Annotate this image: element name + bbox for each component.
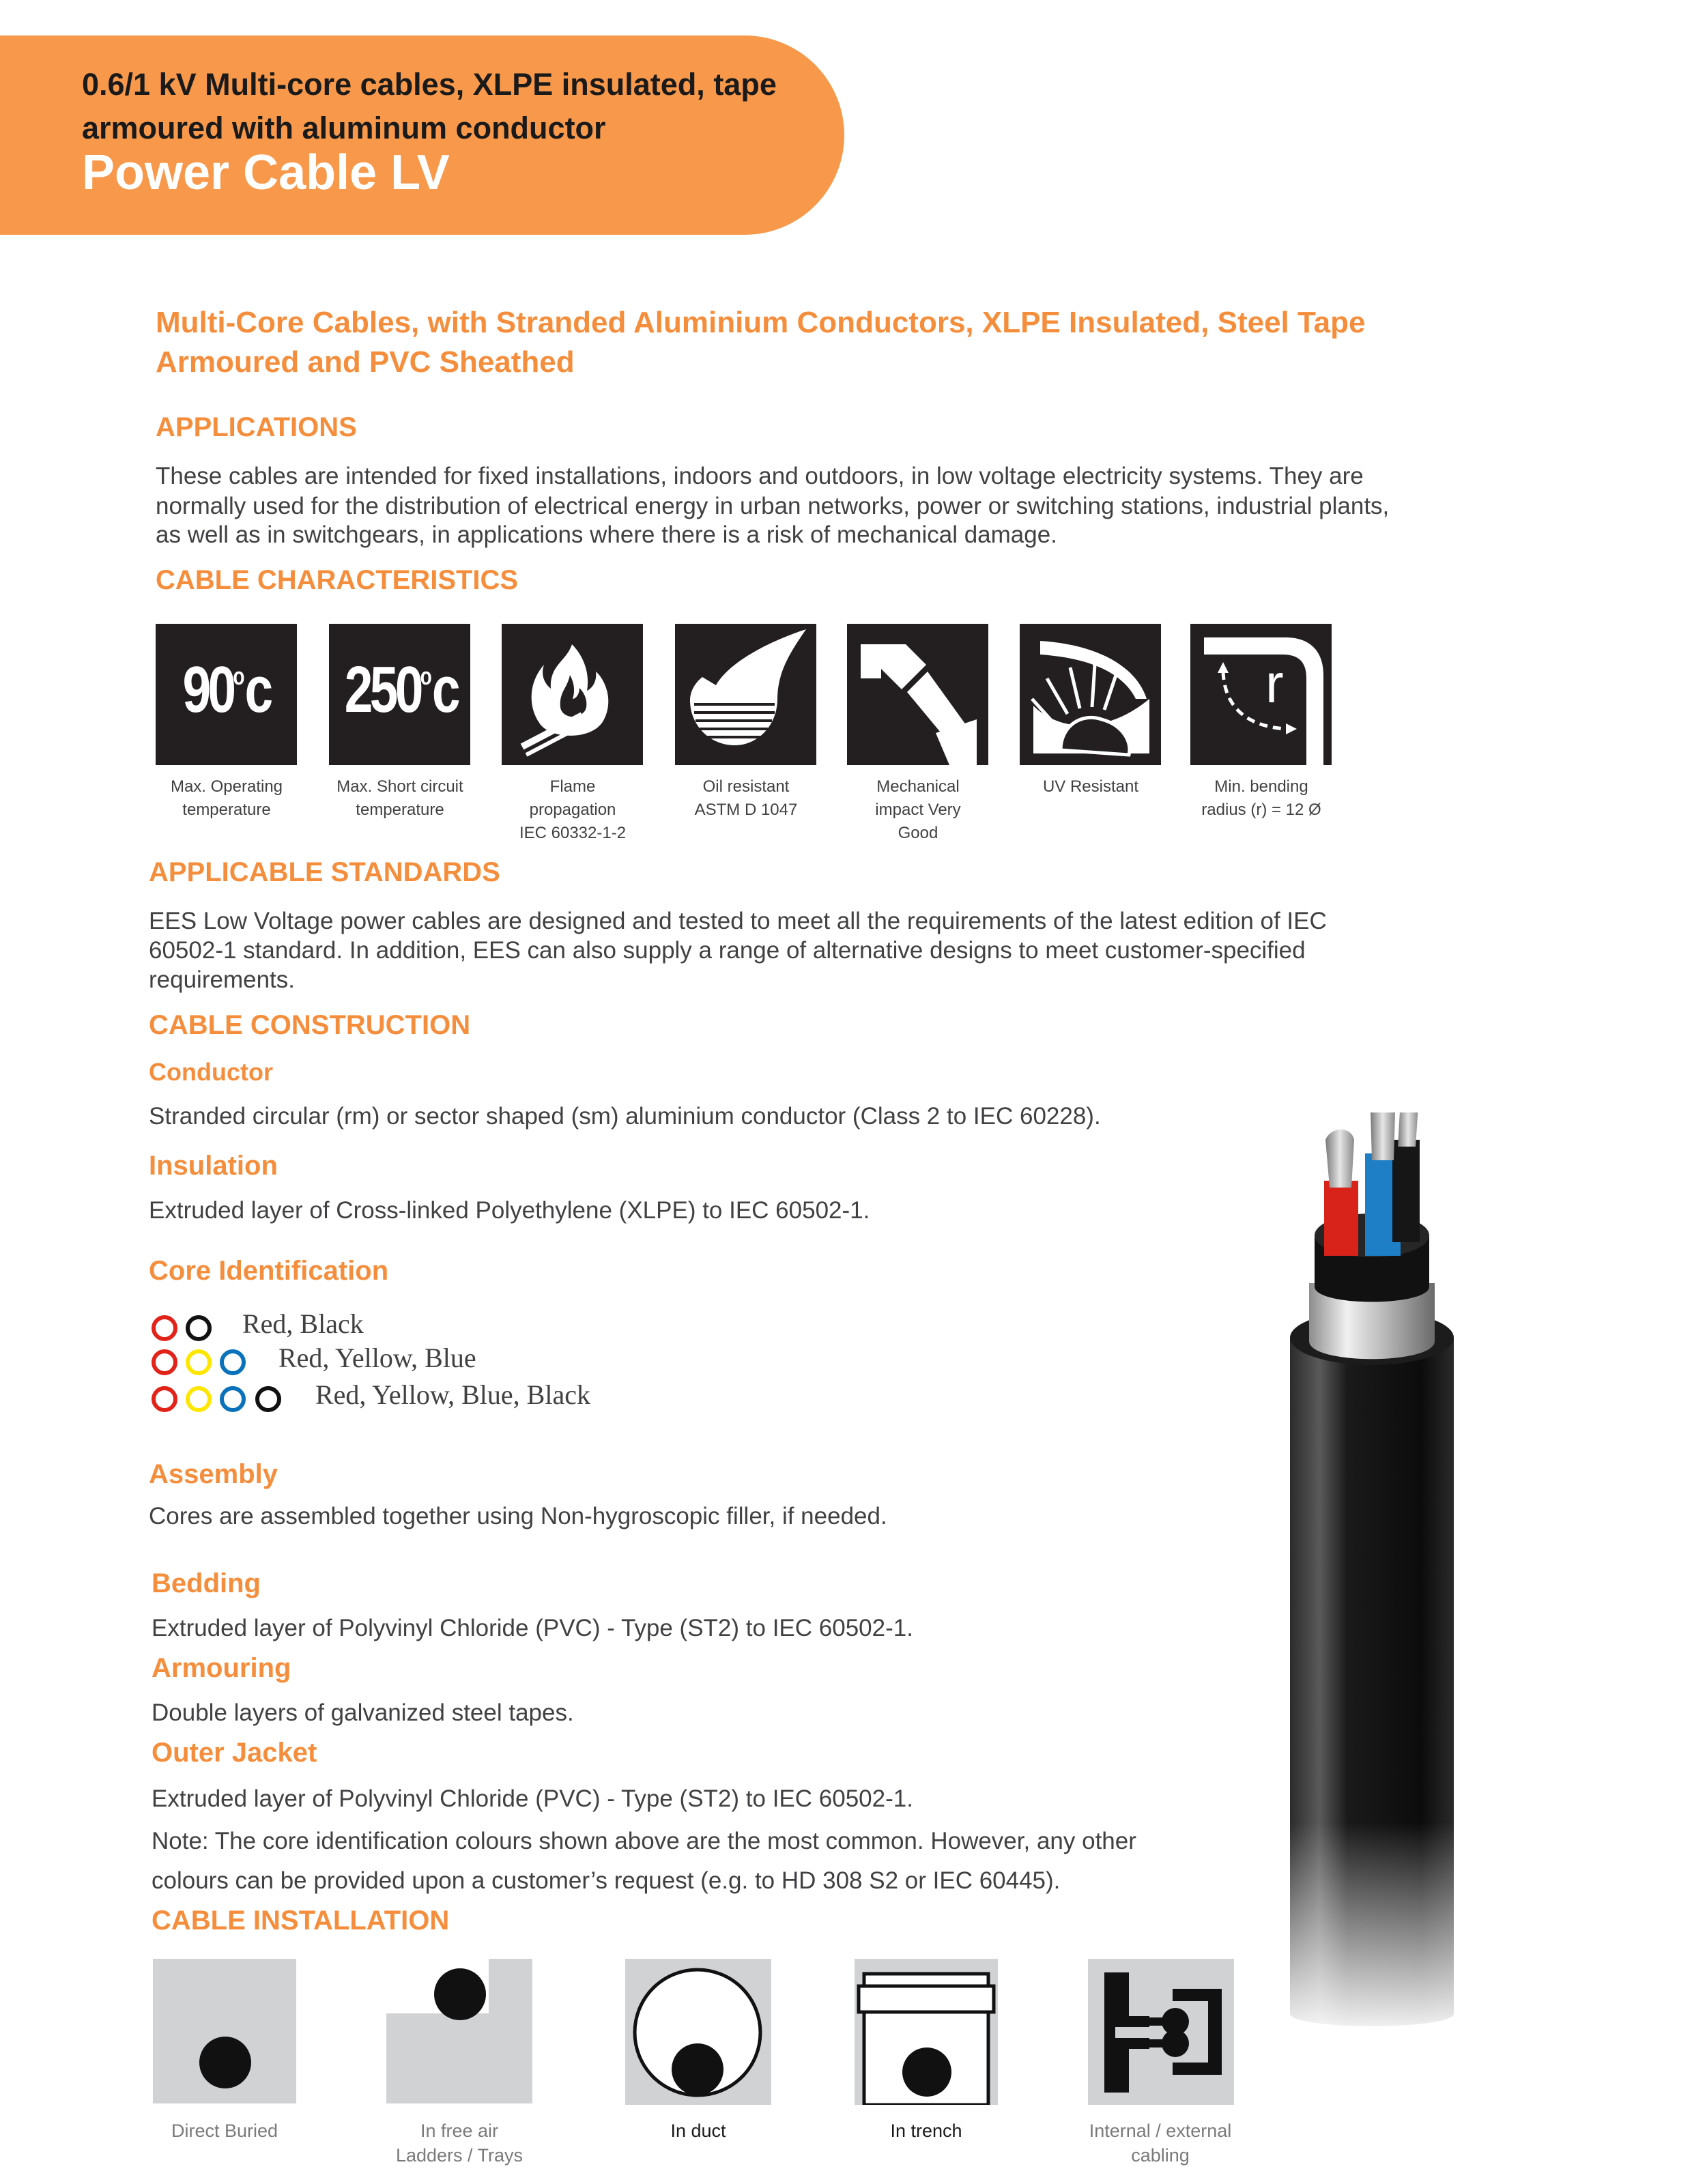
free-air-icon: [386, 1959, 532, 2103]
thermometer-250c-icon: 250$^o$c: [329, 624, 470, 765]
outer-jacket-text: Extruded layer of Polyvinyl Chloride (PVC) - Type (ST2) to IEC 60502-1.: [152, 1785, 913, 1812]
header-subtitle-line1: 0.6/1 kV Multi-core cables, XLPE insulated, tape: [82, 67, 777, 102]
svg-text:r: r: [1265, 653, 1284, 714]
installation-heading: CABLE INSTALLATION: [152, 1906, 450, 1936]
trench-icon: [855, 1959, 998, 2105]
core-ring-yellow: [186, 1349, 212, 1375]
conductor-text: Stranded circular (rm) or sector shaped (sm) aluminium conductor (Class 2 to IEC 60228).: [149, 1103, 1101, 1130]
install-label-duct: In duct: [670, 2121, 726, 2141]
outer-jacket-title: Outer Jacket: [152, 1738, 317, 1768]
intro-line2: Armoured and PVC Sheathed: [156, 345, 575, 379]
hammer-icon: [847, 624, 988, 765]
core-ring-black: [255, 1386, 281, 1412]
thermometer-90c-icon: 90$^o$c: [156, 624, 297, 765]
core-ring-blue: [220, 1349, 246, 1375]
core-row3-text: Red, Yellow, Blue, Black: [315, 1379, 590, 1410]
core-row2-text: Red, Yellow, Blue: [278, 1342, 476, 1373]
char-label-bending: Min. bending radius (r) = 12 Ø: [1201, 777, 1321, 819]
char-label-oil: Oil resistant ASTM D 1047: [694, 777, 798, 819]
oil-drop-icon: [675, 624, 816, 765]
note-line1: Note: The core identification colours shown above are the most common. However, any other: [152, 1828, 1136, 1854]
sun-uv-icon: [1020, 624, 1161, 765]
armouring-text: Double layers of galvanized steel tapes.: [152, 1699, 574, 1726]
standards-heading: APPLICABLE STANDARDS: [149, 857, 500, 887]
core-ring-red: [152, 1386, 177, 1412]
conductor-title: Conductor: [149, 1058, 273, 1086]
insulation-text: Extruded layer of Cross-linked Polyethylene (XLPE) to IEC 60502-1.: [149, 1197, 870, 1224]
applications-line1: These cables are intended for fixed installations, indoors and outdoors, in low voltage electricity systems. They are: [156, 463, 1364, 489]
install-label-cabling: Internal / external cabling: [1089, 2121, 1232, 2166]
char-label-short-circuit-temp: Max. Short circuit temperature: [336, 777, 463, 819]
install-label-trench: In trench: [890, 2121, 962, 2141]
core-ring-yellow: [186, 1386, 212, 1412]
core-ring-red: [152, 1315, 177, 1341]
applications-line2: normally used for the distribution of electrical energy in urban networks, power or switching stations, industrial plants,: [156, 493, 1390, 519]
install-label-direct-buried: Direct Buried: [171, 2121, 278, 2141]
core-ring-black: [186, 1315, 212, 1341]
install-label-free-air: In free air Ladders / Trays: [395, 2121, 524, 2166]
insulation-title: Insulation: [149, 1151, 278, 1181]
applications-heading: APPLICATIONS: [156, 412, 357, 442]
char-label-uv: UV Resistant: [1042, 777, 1139, 796]
duct-icon: [625, 1959, 771, 2105]
core-ring-red: [152, 1349, 177, 1375]
header-subtitle-line2: armoured with aluminum conductor: [82, 111, 606, 145]
page-title: Power Cable LV: [82, 145, 450, 200]
flame-icon: [502, 624, 643, 765]
armouring-title: Armouring: [152, 1653, 291, 1683]
note-line2: colours can be provided upon a customer’s request (e.g. to HD 308 S2 or IEC 60445).: [152, 1867, 1061, 1894]
char-label-operating-temp: Max. Operating temperature: [170, 777, 283, 819]
standards-line2: 60502-1 standard. In addition, EES can also supply a range of alternative designs to meet customer-specified: [149, 937, 1306, 964]
standards-line1: EES Low Voltage power cables are designed and tested to meet all the requirements of the latest edition of IEC: [149, 908, 1327, 934]
construction-heading: CABLE CONSTRUCTION: [149, 1010, 471, 1040]
cabling-icon: [1088, 1959, 1234, 2105]
applications-line3: as well as in switchgears, in applications where there is a risk of mechanical damage.: [156, 521, 1057, 548]
char-label-mechanical: Mechanical impact Very Good: [875, 777, 961, 842]
bending-radius-icon: [1190, 624, 1332, 765]
characteristics-heading: CABLE CHARACTERISTICS: [156, 565, 519, 595]
assembly-title: Assembly: [149, 1459, 278, 1489]
bedding-text: Extruded layer of Polyvinyl Chloride (PVC) - Type (ST2) to IEC 60502-1.: [152, 1615, 913, 1641]
core-row1-text: Red, Black: [242, 1308, 364, 1339]
standards-line3: requirements.: [149, 966, 295, 993]
intro-line1: Multi-Core Cables, with Stranded Aluminium Conductors, XLPE Insulated, Steel Tape: [156, 306, 1366, 339]
assembly-text: Cores are assembled together using Non-hygroscopic filler, if needed.: [149, 1503, 887, 1529]
core-identification-title: Core Identification: [149, 1256, 389, 1286]
direct-buried-icon: [153, 1959, 296, 2103]
cable-illustration: [1283, 1112, 1461, 2041]
core-ring-blue: [220, 1386, 246, 1412]
bedding-title: Bedding: [152, 1568, 261, 1598]
char-label-flame: Flame propagation IEC 60332-1-2: [519, 777, 627, 842]
